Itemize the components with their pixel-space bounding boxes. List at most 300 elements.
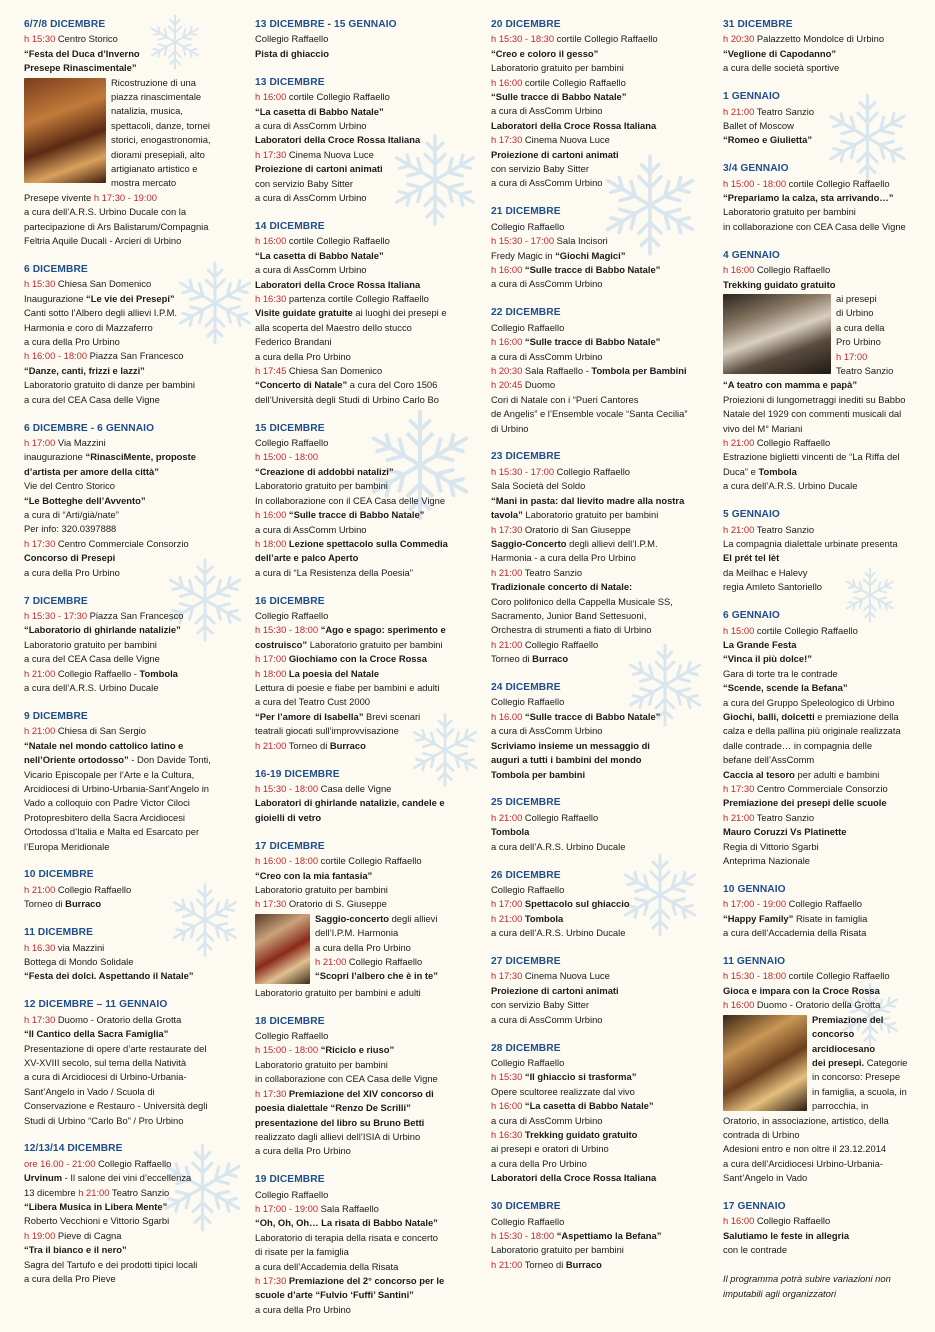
event-highlight: Tombola per bambini	[491, 768, 586, 780]
event-text: a cura della Pro Urbino	[491, 1157, 587, 1169]
event-highlight: “RinasciMente, proposte	[85, 451, 196, 463]
event-block	[255, 18, 473, 61]
event-text: con servizio Baby Sitter	[255, 177, 353, 189]
event-line	[255, 465, 473, 479]
event-line	[491, 422, 703, 436]
event-line	[24, 479, 234, 493]
event-time: h 19:00	[24, 1229, 56, 1241]
event-highlight: Premiazione del	[812, 1013, 884, 1025]
event-text: Oratorio di San Giuseppe	[522, 523, 631, 535]
event-line	[255, 263, 473, 277]
event-date: 7 DICEMBRE	[24, 595, 88, 607]
event-time: h 17:00	[491, 898, 523, 910]
event-text: a cura di AssComm Urbino	[491, 177, 603, 189]
event-line	[491, 840, 703, 854]
event-text: Laboratorio gratuito per bambini	[24, 638, 157, 650]
event-time: h 16:00 - 18:00	[255, 855, 319, 867]
event-text: Studi di Urbino “Carlo Bo” / Pro Urbino	[24, 1114, 184, 1126]
event-line	[255, 782, 473, 796]
event-line	[24, 1042, 234, 1056]
event-date: 24 DICEMBRE	[491, 682, 561, 694]
event-line	[491, 47, 703, 61]
event-line	[491, 768, 703, 782]
event-line	[255, 1043, 473, 1057]
event-block	[491, 1042, 703, 1186]
event-text: Opere scultoree realizzate dal vivo	[491, 1085, 635, 1097]
event-text: Laboratorio gratuito per bambini	[723, 206, 856, 218]
event-highlight: Premiazione dei presepi delle scuole	[723, 797, 887, 809]
event-line	[491, 753, 703, 767]
event-text: in collaborazione con CEA Casa delle Vigne	[255, 1073, 438, 1085]
event-line	[255, 105, 473, 119]
event-text: Collegio Raffaello	[786, 898, 862, 910]
event-highlight: “Per l’amore di Isabella”	[255, 710, 364, 722]
event-text: a cura della Pro Pieve	[24, 1273, 116, 1285]
event-date: 13 DICEMBRE	[255, 76, 325, 88]
event-line	[491, 277, 703, 291]
event-time: h 21:00	[78, 1186, 110, 1198]
event-line	[24, 1085, 234, 1099]
event-line	[255, 1202, 473, 1216]
event-line	[255, 566, 473, 580]
event-date: 28 DICEMBRE	[491, 1042, 561, 1054]
event-line	[24, 638, 234, 652]
event-text: natalizia, musica,	[111, 105, 183, 117]
event-text: a cura di AssComm Urbino	[491, 1013, 603, 1025]
event-line	[24, 522, 234, 536]
event-time: h 21:00	[491, 638, 523, 650]
event-highlight: “Scende, scende la Befana”	[723, 682, 848, 694]
event-text: Sant’Angelo in Vado / Scuola di	[24, 1085, 155, 1097]
event-line	[24, 609, 234, 623]
event-text: inaugurazione	[24, 451, 86, 463]
event-text: Via Mazzini	[55, 436, 106, 448]
event-highlight: Tombola	[758, 465, 797, 477]
event-text: Teatro Sanzio	[522, 566, 583, 578]
event-time: h 15:30	[24, 33, 56, 45]
event-text: Estrazione biglietti vincenti de “La Riffa del	[723, 451, 900, 463]
event-text: Sala Società del Soldo	[491, 480, 586, 492]
event-block	[491, 796, 703, 854]
event-text: cortile Collegio Raffaello	[786, 970, 890, 982]
event-line	[491, 249, 703, 263]
event-highlight: dei presepi.	[812, 1056, 865, 1068]
event-time: h 21:00	[491, 912, 523, 924]
event-time: h 16.00	[491, 710, 523, 722]
event-text: di Urbino	[836, 307, 874, 319]
event-time: h 17:00 - 19:00	[723, 898, 787, 910]
event-block	[255, 76, 473, 206]
event-text: Torneo di	[286, 739, 330, 751]
event-line	[491, 1085, 703, 1099]
event-line	[24, 753, 234, 767]
event-line	[723, 1157, 919, 1171]
event-block	[491, 450, 703, 666]
disclaimer-line: imputabili agli organizzatori	[723, 1287, 837, 1299]
event-text: Proiezioni di lungometraggi inediti su Babbo	[723, 393, 906, 405]
event-highlight: Giochiamo con la Croce Rossa	[288, 653, 427, 665]
event-line	[24, 32, 234, 46]
event-text: Teatro Sanzio	[836, 365, 894, 377]
event-line	[491, 133, 703, 147]
event-date: 13 DICEMBRE - 15 GENNAIO	[255, 19, 397, 30]
event-highlight: “Il ghiaccio si trasforma”	[524, 1071, 637, 1083]
event-text: dalle contrade… in compagnia delle	[723, 739, 873, 751]
event-line	[723, 710, 919, 724]
event-date: 1 GENNAIO	[723, 91, 780, 103]
event-date: 6/7/8 DICEMBRE	[24, 19, 106, 30]
event-line	[24, 450, 234, 464]
event-line	[24, 768, 234, 782]
event-line	[491, 479, 703, 493]
event-time: h 16:00	[255, 235, 287, 247]
event-block	[24, 595, 234, 696]
event-line	[255, 1058, 473, 1072]
event-line	[491, 407, 703, 421]
event-line	[491, 566, 703, 580]
event-text: cortile Collegio Raffaello	[318, 855, 422, 867]
event-line	[723, 638, 919, 652]
event-text: Per info: 320.0397888	[24, 523, 117, 535]
event-time: h 16:00	[255, 509, 287, 521]
event-highlight: Spettacolo sul ghiaccio	[524, 898, 630, 910]
event-text: La compagnia dialettale urbinate presenta	[723, 538, 898, 549]
event-text: Duomo	[522, 379, 556, 391]
event-line	[491, 378, 703, 392]
event-text: Collegio Raffaello	[255, 33, 329, 45]
event-highlight: “Tra il bianco e il nero”	[24, 1244, 127, 1256]
event-line	[255, 148, 473, 162]
event-text: Bottega di Mondo Solidale	[24, 955, 134, 967]
event-text: 13 dicembre	[24, 1186, 79, 1198]
event-text: cortile Collegio Raffaello	[286, 235, 390, 247]
event-time: h 17:30	[255, 1275, 287, 1287]
event-text: Feltria Aquile Ducali - Arcieri di Urbino	[24, 235, 182, 247]
event-block	[24, 710, 234, 854]
event-text: Roberto Vecchioni e Vittorio Sgarbi	[24, 1215, 170, 1227]
event-line	[491, 984, 703, 998]
event-line	[723, 537, 919, 551]
event-line	[24, 537, 234, 551]
event-time: h 16:00	[491, 336, 523, 348]
column-3	[491, 18, 703, 1287]
event-text: a cura della Pro Urbino	[255, 1303, 351, 1315]
event-text: Pieve di Cagna	[55, 1229, 122, 1241]
event-block	[491, 681, 703, 782]
event-text: Presentazione di opere d’arte restaurate del	[24, 1042, 207, 1054]
event-text: Laboratorio gratuito per bambini	[491, 1244, 624, 1256]
event-highlight: Proiezione di cartoni animati	[491, 148, 619, 160]
event-time: h 15:30 - 18:30	[491, 33, 555, 45]
event-line	[255, 177, 473, 191]
event-line	[723, 119, 919, 133]
event-text: Palazzetto Mondolce di Urbino	[754, 33, 885, 45]
column-1	[24, 18, 234, 1301]
event-line	[491, 1056, 703, 1070]
event-highlight: Saggio-concerto	[315, 912, 389, 924]
event-line	[24, 277, 234, 291]
event-text: Collegio Raffaello	[754, 1215, 831, 1227]
event-highlight: “Natale nel mondo cattolico latino e	[24, 739, 184, 751]
event-time: h 17:30	[24, 1013, 56, 1025]
event-line	[723, 32, 919, 46]
event-highlight: Tombola per Bambini	[591, 364, 687, 376]
event-date: 19 DICEMBRE	[255, 1174, 325, 1186]
event-text: con servizio Baby Sitter	[491, 163, 589, 175]
event-time: h 17:30	[255, 148, 287, 160]
event-line	[255, 133, 473, 147]
event-text: Vado a colloquio con Padre Victor Ciloci	[24, 797, 190, 809]
event-line	[723, 624, 919, 638]
image-text-block	[723, 292, 919, 378]
event-line	[24, 1027, 234, 1041]
event-text: a cura di “La Resistenza della Poesia”	[255, 566, 413, 578]
event-text: Ortodossa d’Italia e Malta ed Esarcato per	[24, 826, 200, 838]
event-line	[491, 883, 703, 897]
event-text: a cura di AssComm Urbino	[255, 119, 367, 131]
event-text: de Angelis” e l’Ensemble vocale “Santa Cecilia”	[491, 408, 688, 420]
event-line	[24, 840, 234, 854]
event-time: h 15:00	[723, 624, 755, 636]
event-line	[491, 739, 703, 753]
event-line	[255, 623, 473, 637]
event-date: 10 DICEMBRE	[24, 869, 94, 881]
event-highlight: “Sulle tracce di Babbo Natale”	[524, 710, 661, 722]
event-text: calza e della pallina più originale realizzata	[723, 725, 901, 737]
event-text: Gara di torte tra le contrade	[723, 667, 838, 679]
event-line	[255, 1144, 473, 1158]
event-line	[255, 1029, 473, 1043]
event-text: a cura del CEA Casa delle Vigne	[24, 393, 160, 405]
event-time: h 17:30	[24, 537, 56, 549]
event-text: Laboratorio gratuito per bambini	[255, 1058, 388, 1070]
event-text: di risate per la famiglia	[255, 1246, 349, 1258]
event-text: Canti sotto l’Albero degli allievi I.P.M.	[24, 307, 178, 319]
event-line	[723, 1128, 919, 1142]
event-text: Collegio Raffaello	[754, 437, 831, 449]
event-line	[255, 869, 473, 883]
event-text: Risate in famiglia	[793, 912, 868, 924]
event-text: Arcidiocesi di Urbino-Urbania-Sant’Angelo in	[24, 782, 209, 794]
event-text: Duomo - Oratorio della Grotta	[55, 1013, 182, 1025]
event-block	[24, 926, 234, 984]
event-line	[723, 436, 919, 450]
event-time: h 16:00	[491, 76, 523, 88]
event-text: Sala Raffaello -	[522, 364, 592, 376]
event-line	[723, 696, 919, 710]
event-text: Collegio Raffaello	[255, 437, 329, 449]
event-date: 15 DICEMBRE	[255, 422, 325, 434]
event-line	[723, 450, 919, 464]
event-text: Laboratorio gratuito per bambini e adulti	[255, 986, 421, 998]
event-line	[723, 825, 919, 839]
event-highlight: Laboratori della Croce Rossa Italiana	[491, 119, 657, 131]
event-time: h 21:00	[315, 955, 347, 967]
event-text: cortile Collegio Raffaello	[522, 76, 626, 88]
event-line	[255, 1116, 473, 1130]
event-date: 27 DICEMBRE	[491, 956, 561, 968]
event-time: h 17:30	[723, 783, 755, 794]
event-line	[255, 450, 473, 464]
event-text: Collegio Raffaello	[255, 1030, 329, 1042]
event-text: Centro Commerciale Consorzio	[754, 783, 888, 794]
event-line	[24, 465, 234, 479]
event-line	[24, 494, 234, 508]
event-line	[255, 652, 473, 666]
event-line	[24, 1171, 234, 1185]
event-text: Teatro Sanzio	[754, 523, 815, 535]
event-line	[255, 1274, 473, 1288]
event-time: h 18:00	[255, 537, 287, 549]
event-time: h 17:30	[491, 523, 523, 535]
event-text: Torneo di	[522, 1258, 566, 1270]
event-text: Laboratorio gratuito per bambini	[522, 509, 659, 521]
event-highlight: “Mani in pasta: dal lievito madre alla nostra	[491, 494, 685, 506]
event-line	[723, 479, 919, 493]
event-line	[491, 595, 703, 609]
event-highlight: d’artista per amore della città”	[24, 465, 159, 477]
event-line	[491, 220, 703, 234]
event-highlight: Burraco	[329, 739, 366, 751]
event-line	[491, 537, 703, 551]
event-text: Chiesa San Domenico	[286, 364, 383, 376]
event-highlight: “Ago e spago: sperimento e	[320, 624, 446, 636]
event-line	[24, 1070, 234, 1084]
event-line	[24, 61, 234, 75]
event-line	[255, 494, 473, 508]
event-line	[255, 1072, 473, 1086]
event-date: 16 DICEMBRE	[255, 595, 325, 607]
event-text: per adulti e bambini	[794, 768, 880, 780]
event-line	[723, 523, 919, 537]
event-time: h 17:00 - 19:00	[255, 1203, 319, 1215]
event-line	[24, 306, 234, 320]
event-highlight: Trekking guidato gratuito	[723, 278, 836, 290]
event-text: spettacoli, danze, tornei	[111, 119, 211, 131]
event-time: h 15:30	[491, 1071, 523, 1083]
event-highlight: “Veglione di Capodanno”	[723, 47, 837, 59]
event-line	[491, 724, 703, 738]
event-line	[723, 796, 919, 810]
event-line	[24, 1214, 234, 1228]
event-time: h 17:30	[491, 134, 523, 146]
event-highlight: “Le vie dei Presepi”	[86, 292, 175, 304]
event-line	[24, 811, 234, 825]
event-text: cortile Collegio Raffaello	[754, 624, 858, 636]
event-highlight: Laboratori della Croce Rossa Italiana	[255, 278, 421, 290]
event-text: Ballet of Moscow	[723, 119, 794, 131]
event-line	[723, 407, 919, 421]
event-line	[255, 537, 473, 551]
event-line	[24, 1200, 234, 1214]
event-block	[24, 263, 234, 407]
event-line	[255, 32, 473, 46]
event-text: a cura di AssComm Urbino	[491, 725, 603, 737]
event-block	[723, 249, 919, 494]
event-text: Collegio Raffaello	[491, 220, 565, 232]
event-text: Natale del 1929 con commenti musicali dal	[723, 408, 902, 420]
event-time: h 15:30 - 18:00	[255, 624, 319, 636]
event-time: h 16:00	[723, 264, 755, 276]
event-line	[24, 1157, 234, 1171]
event-highlight: Urvinum	[24, 1172, 63, 1184]
event-block	[24, 1142, 234, 1286]
event-line	[255, 1101, 473, 1115]
event-highlight: “Sulle tracce di Babbo Natale”	[524, 264, 661, 275]
event-time: h 21:00	[491, 566, 523, 578]
event-block	[723, 609, 919, 868]
event-highlight: poesia dialettale “Renzo De Scrilli”	[255, 1102, 411, 1114]
event-highlight: Concorso di Presepi	[24, 552, 116, 564]
event-line	[491, 263, 703, 277]
event-line	[723, 840, 919, 854]
event-text: a cura dell’Accademia della Risata	[255, 1260, 399, 1272]
event-line	[255, 1260, 473, 1274]
event-line	[723, 811, 919, 825]
event-text: dell’Università degli Studi di Urbino Carlo Bo	[255, 393, 439, 405]
event-block	[255, 595, 473, 753]
event-text: cortile Collegio Raffaello	[286, 91, 390, 103]
presepe-rinascimentale-photo	[24, 78, 106, 183]
event-highlight: “Giochi Magici”	[555, 249, 626, 261]
event-line	[723, 378, 919, 392]
event-line	[255, 1231, 473, 1245]
event-line	[723, 912, 919, 926]
event-time: h 15:30	[24, 278, 56, 290]
event-line	[24, 941, 234, 955]
event-block	[723, 955, 919, 1186]
image-text-block	[255, 912, 473, 986]
event-line	[255, 436, 473, 450]
event-block	[24, 18, 234, 249]
event-line	[491, 1128, 703, 1142]
event-highlight: “Sulle tracce di Babbo Natale”	[491, 91, 627, 103]
event-line	[723, 551, 919, 565]
event-line	[491, 90, 703, 104]
event-line	[255, 278, 473, 292]
event-date: 12 DICEMBRE – 11 GENNAIO	[24, 999, 168, 1011]
event-text: Collegio Raffaello	[522, 811, 599, 823]
event-time: h 17:30	[255, 1087, 287, 1099]
event-time: h 20:30	[491, 364, 523, 376]
event-line	[255, 1087, 473, 1101]
event-line	[24, 220, 234, 234]
event-text: a cura della Pro Urbino	[255, 350, 351, 362]
event-text: contrada di Urbino	[723, 1128, 800, 1140]
event-line	[491, 609, 703, 623]
event-line	[24, 969, 234, 983]
event-time: h 16:30	[491, 1129, 523, 1141]
event-text: Adesioni entro e non oltre il 23.12.2014	[723, 1143, 887, 1155]
event-line	[491, 1142, 703, 1156]
event-highlight: arcidiocesano	[812, 1042, 876, 1054]
event-highlight: “La casetta di Babbo Natale”	[255, 249, 384, 261]
event-text: cortile Collegio Raffaello	[554, 33, 658, 45]
event-highlight: scuole d’arte “Fulvio ‘Fuffi’ Santini”	[255, 1289, 414, 1301]
event-text: Sacramento, Junior Band Settesuoni,	[491, 609, 647, 621]
event-text: a cura delle società sportive	[723, 62, 840, 74]
event-highlight: “Happy Family”	[723, 912, 794, 924]
event-text: teatrali giocati sull’improvvisazione	[255, 725, 399, 737]
event-line	[491, 335, 703, 349]
event-highlight: auguri a tutti i bambini del mondo	[491, 754, 642, 766]
event-line	[491, 969, 703, 983]
event-text: a cura di AssComm Urbino	[491, 278, 603, 290]
event-line	[24, 955, 234, 969]
event-highlight: “Danze, canti, frizzi e lazzi”	[24, 364, 145, 376]
event-block	[723, 162, 919, 234]
event-line	[723, 854, 919, 868]
